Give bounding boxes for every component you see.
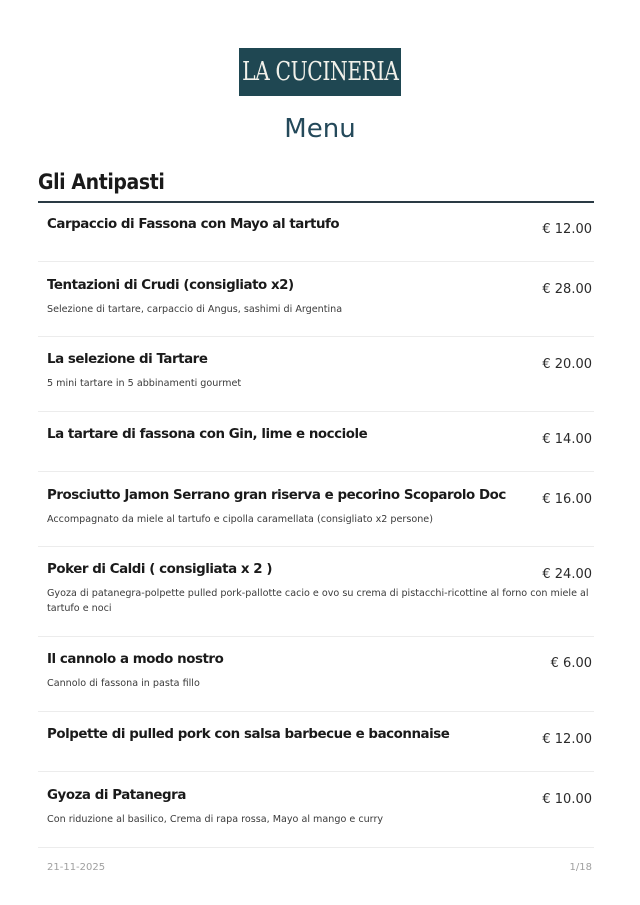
page-title: Menu — [284, 114, 356, 144]
footer-date: 21-11-2025 — [47, 862, 106, 873]
item-name: La tartare di fassona con Gin, lime e nocciole — [47, 427, 368, 442]
footer-page-number: 1/18 — [569, 862, 592, 873]
item-price: € 10.00 — [542, 792, 592, 807]
item-description: Cannolo di fassona in pasta fillo — [47, 678, 200, 689]
item-description: Accompagnato da miele al tartufo e cipolla caramellata (consigliato x2 persone) — [47, 514, 433, 525]
item-description: 5 mini tartare in 5 abbinamenti gourmet — [47, 378, 242, 389]
menu-item — [38, 772, 594, 848]
item-price: € 20.00 — [542, 357, 592, 372]
menu-item — [38, 472, 594, 547]
item-price: € 12.00 — [542, 732, 592, 747]
item-name: Carpaccio di Fassona con Mayo al tartufo — [47, 217, 340, 232]
menu-item — [38, 202, 594, 262]
item-description: Selezione di tartare, carpaccio di Angus, sashimi di Argentina — [47, 304, 343, 315]
menu-item — [38, 712, 594, 772]
item-price: € 28.00 — [542, 282, 592, 297]
menu-item — [38, 262, 594, 337]
item-price: € 14.00 — [542, 432, 592, 447]
item-price: € 6.00 — [550, 656, 592, 671]
item-name: Gyoza di Patanegra — [47, 788, 186, 803]
menu-item — [38, 337, 594, 412]
item-description: Con riduzione al basilico, Crema di rapa rossa, Mayo al mango e curry — [47, 814, 384, 825]
item-description: Gyoza di patanegra-polpette pulled pork-pallotte cacio e ovo su crema di pistacchi-ricottine al forno con miele al tartufo e noci — [47, 588, 589, 614]
item-name: La selezione di Tartare — [47, 352, 208, 367]
menu-item — [38, 547, 594, 637]
item-name: Il cannolo a modo nostro — [47, 652, 224, 667]
item-name: Tentazioni di Crudi (consigliato x2) — [47, 278, 294, 293]
item-name: Polpette di pulled pork con salsa barbecue e baconnaise — [47, 727, 450, 742]
item-name: Poker di Caldi ( consigliata x 2 ) — [47, 562, 273, 577]
restaurant-logo — [239, 48, 401, 96]
item-price: € 12.00 — [542, 222, 592, 237]
menu-item — [38, 412, 594, 472]
item-name: Prosciutto Jamon Serrano gran riserva e pecorino Scoparolo Doc — [47, 488, 506, 503]
section-title: Gli Antipasti — [38, 170, 165, 194]
menu-items-list — [38, 202, 594, 848]
logo-text: LA CUCINERIA — [241, 57, 399, 87]
menu-item — [38, 637, 594, 712]
item-price: € 16.00 — [542, 492, 592, 507]
item-price: € 24.00 — [542, 567, 592, 582]
